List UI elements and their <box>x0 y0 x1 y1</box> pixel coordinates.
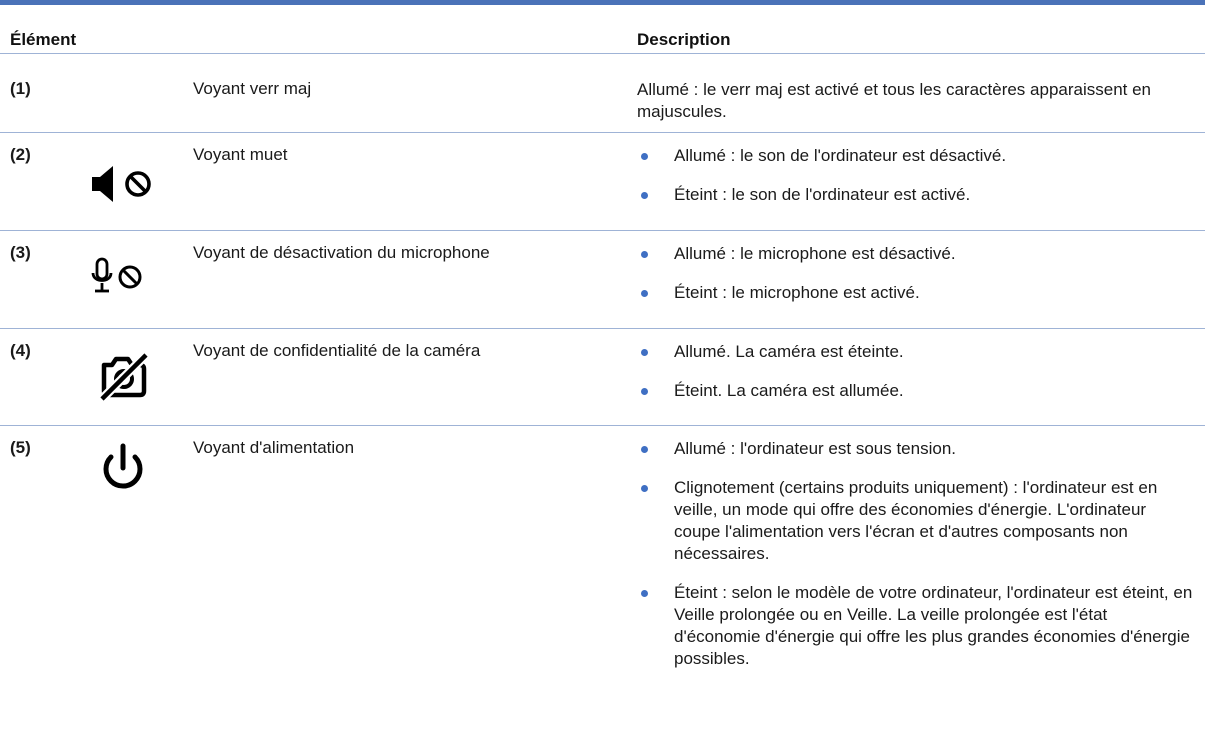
list-item <box>637 477 1197 565</box>
list-item <box>637 282 1197 304</box>
component-label: Voyant d'alimentation <box>193 438 355 457</box>
row-number: (1) <box>10 79 31 98</box>
list-item-text: Allumé : le microphone est désactivé. <box>674 244 956 263</box>
bullet-icon <box>641 349 648 356</box>
bullet-icon <box>641 485 648 492</box>
list-item-text: Allumé : le son de l'ordinateur est désactivé. <box>674 146 1007 165</box>
bullet-icon <box>641 290 648 297</box>
row-number: (5) <box>10 438 31 457</box>
bullet-icon <box>641 590 648 597</box>
component-label: Voyant de confidentialité de la caméra <box>193 341 481 360</box>
table-row <box>0 133 1205 231</box>
list-item-text: Clignotement (certains produits uniquement) : l'ordinateur est en veille, un mode qui offre des économies d'énergie. L'ordinateur coupe l'alimentation vers l'écran et d'autres composants non nécessaires. <box>674 478 1158 563</box>
camera-privacy-icon <box>88 347 158 403</box>
list-item <box>637 380 1197 402</box>
header-description: Description <box>637 30 731 49</box>
list-item-text: Allumé : l'ordinateur est sous tension. <box>674 439 957 458</box>
component-description: Allumé : le verr maj est activé et tous les caractères apparaissent en majuscules. <box>637 80 1152 121</box>
component-label: Voyant de désactivation du microphone <box>193 243 490 262</box>
table-header-row <box>0 5 1205 54</box>
row-number: (2) <box>10 145 31 164</box>
list-item-text: Éteint. La caméra est allumée. <box>674 381 904 400</box>
component-label: Voyant verr maj <box>193 79 312 98</box>
bullet-icon <box>641 251 648 258</box>
mic-off-icon <box>88 251 158 307</box>
list-item-text: Éteint : le microphone est activé. <box>674 283 920 302</box>
list-item <box>637 438 1197 460</box>
bullet-icon <box>641 388 648 395</box>
component-description <box>637 243 1197 321</box>
list-item-text: Éteint : le son de l'ordinateur est activé. <box>674 185 971 204</box>
component-description <box>637 438 1197 687</box>
indicator-lights-table <box>0 0 1205 54</box>
list-item-text: Allumé. La caméra est éteinte. <box>674 342 904 361</box>
component-description <box>637 145 1197 223</box>
component-label: Voyant muet <box>193 145 288 164</box>
list-item <box>637 341 1197 363</box>
bullet-icon <box>641 192 648 199</box>
row-number: (3) <box>10 243 31 262</box>
table-row <box>0 426 1205 744</box>
bullet-icon <box>641 153 648 160</box>
bullet-icon <box>641 446 648 453</box>
list-item <box>637 582 1197 670</box>
row-number: (4) <box>10 341 31 360</box>
list-item <box>637 145 1197 167</box>
list-item <box>637 184 1197 206</box>
list-item <box>637 243 1197 265</box>
mute-icon <box>88 155 158 211</box>
table-row <box>0 231 1205 329</box>
table-row <box>0 67 1205 133</box>
power-icon <box>88 442 158 498</box>
table-row <box>0 329 1205 426</box>
component-description <box>637 341 1197 419</box>
list-item-text: Éteint : selon le modèle de votre ordinateur, l'ordinateur est éteint, en Veille prolongée ou en Veille. La veille prolongée est l'état d'économie d'énergie qui offre les plus grandes économies d'énergie possibles. <box>674 583 1193 668</box>
header-element: Élément <box>10 30 77 49</box>
